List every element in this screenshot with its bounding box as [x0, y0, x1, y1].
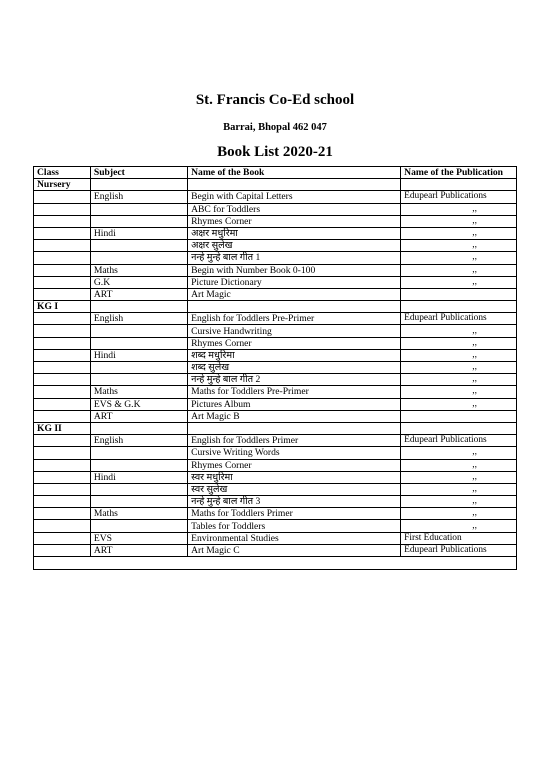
class-cell — [34, 227, 91, 239]
book-title-cell — [188, 301, 401, 313]
table-row — [34, 337, 517, 349]
book-title-cell: शब्द मधुरिमा — [188, 349, 401, 361]
subject-cell — [90, 459, 187, 471]
book-title-cell: Art Magic C — [188, 544, 401, 556]
publication-cell — [401, 288, 517, 300]
book-title-cell: Cursive Writing Words — [188, 447, 401, 459]
table-header-row — [34, 167, 517, 179]
book-title-cell: नन्हे मुन्हे बाल गीत 2 — [188, 374, 401, 386]
publication-cell: ,, — [401, 520, 517, 532]
table-row — [34, 203, 517, 215]
publication-cell: First Education — [401, 532, 517, 544]
publication-cell: ,, — [401, 264, 517, 276]
publication-cell: ,, — [401, 349, 517, 361]
publication-cell: ,, — [401, 215, 517, 227]
table-row — [34, 544, 517, 556]
table-row — [34, 227, 517, 239]
subject-cell: English — [90, 435, 187, 447]
table-row — [34, 264, 517, 276]
subject-cell: Hindi — [90, 349, 187, 361]
table-row — [34, 325, 517, 337]
class-cell — [34, 447, 91, 459]
publication-cell: ,, — [401, 386, 517, 398]
book-list-table — [33, 166, 517, 570]
class-cell — [34, 398, 91, 410]
publication-cell: Edupearl Publications — [401, 544, 517, 556]
subject-cell — [90, 447, 187, 459]
table-row — [34, 422, 517, 434]
class-cell — [34, 544, 91, 556]
book-title-cell: Begin with Capital Letters — [188, 191, 401, 203]
column-header-publication: Name of the Publication — [401, 167, 517, 179]
table-row — [34, 532, 517, 544]
table-row — [34, 276, 517, 288]
class-cell — [34, 386, 91, 398]
school-address: Barrai, Bhopal 462 047 — [223, 122, 327, 133]
book-title-cell: English for Toddlers Pre-Primer — [188, 313, 401, 325]
class-cell — [34, 374, 91, 386]
book-title-cell: नन्हे मुन्हे बाल गीत 1 — [188, 252, 401, 264]
class-cell — [34, 410, 91, 422]
subject-cell: ART — [90, 544, 187, 556]
subject-cell: Hindi — [90, 471, 187, 483]
publication-cell: ,, — [401, 471, 517, 483]
class-cell — [34, 325, 91, 337]
table-row — [34, 435, 517, 447]
publication-cell: ,, — [401, 240, 517, 252]
book-title-cell: English for Toddlers Primer — [188, 435, 401, 447]
table-row — [34, 252, 517, 264]
column-header-class: Class — [34, 167, 91, 179]
book-title-cell: Picture Dictionary — [188, 276, 401, 288]
subject-cell — [90, 362, 187, 374]
subject-cell: EVS — [90, 532, 187, 544]
subject-cell — [90, 179, 187, 191]
publication-cell: ,, — [401, 398, 517, 410]
class-cell — [34, 240, 91, 252]
book-title-cell: Begin with Number Book 0-100 — [188, 264, 401, 276]
subject-cell — [90, 203, 187, 215]
publication-cell — [401, 422, 517, 434]
class-cell — [34, 508, 91, 520]
class-cell — [34, 520, 91, 532]
class-cell — [34, 252, 91, 264]
class-cell — [34, 496, 91, 508]
table-row — [34, 483, 517, 495]
publication-cell: ,, — [401, 483, 517, 495]
book-title-cell: नन्हे मुन्हे बाल गीत 3 — [188, 496, 401, 508]
table-row — [34, 520, 517, 532]
publication-cell: Edupearl Publications — [401, 435, 517, 447]
publication-cell — [401, 410, 517, 422]
table-row — [34, 386, 517, 398]
book-title-cell: Maths for Toddlers Pre-Primer — [188, 386, 401, 398]
book-title-cell — [188, 422, 401, 434]
document-title: Book List 2020-21 — [217, 144, 333, 160]
publication-cell: ,, — [401, 362, 517, 374]
book-title-cell: Rhymes Corner — [188, 459, 401, 471]
class-cell: Nursery — [34, 179, 91, 191]
class-cell: KG I — [34, 301, 91, 313]
subject-cell — [90, 325, 187, 337]
table-row — [34, 410, 517, 422]
book-title-cell: स्वर सुलेख — [188, 483, 401, 495]
book-title-cell: Tables for Toddlers — [188, 520, 401, 532]
table-row — [34, 240, 517, 252]
publication-cell: Edupearl Publications — [401, 313, 517, 325]
class-cell — [34, 215, 91, 227]
subject-cell: G.K — [90, 276, 187, 288]
book-title-cell: Environmental Studies — [188, 532, 401, 544]
table-row — [34, 374, 517, 386]
subject-cell: EVS & G.K — [90, 398, 187, 410]
book-title-cell: अक्षर सुलेख — [188, 240, 401, 252]
table-row — [34, 471, 517, 483]
class-cell — [34, 459, 91, 471]
table-row — [34, 447, 517, 459]
class-cell — [34, 471, 91, 483]
subject-cell — [90, 301, 187, 313]
table-row — [34, 398, 517, 410]
table-row — [34, 301, 517, 313]
class-cell — [34, 191, 91, 203]
table-row — [34, 508, 517, 520]
subject-cell — [90, 337, 187, 349]
column-header-book: Name of the Book — [188, 167, 401, 179]
class-cell — [34, 362, 91, 374]
table-row — [34, 288, 517, 300]
book-title-cell: Maths for Toddlers Primer — [188, 508, 401, 520]
subject-cell — [90, 520, 187, 532]
table-row — [34, 215, 517, 227]
school-name: St. Francis Co-Ed school — [195, 92, 355, 108]
book-title-cell: शब्द सुलेख — [188, 362, 401, 374]
table-row — [34, 191, 517, 203]
class-cell — [34, 264, 91, 276]
book-title-cell: Art Magic B — [188, 410, 401, 422]
subject-cell: Hindi — [90, 227, 187, 239]
subject-cell: ART — [90, 410, 187, 422]
publication-cell: ,, — [401, 496, 517, 508]
subject-cell — [90, 252, 187, 264]
publication-cell: Edupearl Publications — [401, 191, 517, 203]
class-cell: KG II — [34, 422, 91, 434]
book-title-cell: Rhymes Corner — [188, 215, 401, 227]
table-row — [34, 313, 517, 325]
book-title-cell: Rhymes Corner — [188, 337, 401, 349]
publication-cell: ,, — [401, 252, 517, 264]
subject-cell — [90, 483, 187, 495]
subject-cell — [90, 496, 187, 508]
class-cell — [34, 337, 91, 349]
subject-cell — [90, 240, 187, 252]
subject-cell — [90, 215, 187, 227]
publication-cell — [401, 301, 517, 313]
publication-cell: ,, — [401, 508, 517, 520]
book-title-cell — [188, 179, 401, 191]
table-row — [34, 459, 517, 471]
subject-cell: Maths — [90, 264, 187, 276]
publication-cell: ,, — [401, 227, 517, 239]
table-row-empty — [34, 557, 517, 570]
class-cell — [34, 435, 91, 447]
publication-cell: ,, — [401, 325, 517, 337]
table-row — [34, 496, 517, 508]
class-cell — [34, 349, 91, 361]
class-cell — [34, 483, 91, 495]
book-title-cell: स्वर मधुरिमा — [188, 471, 401, 483]
subject-cell: ART — [90, 288, 187, 300]
book-title-cell: Pictures Album — [188, 398, 401, 410]
book-title-cell: अक्षर मधुरिमा — [188, 227, 401, 239]
class-cell — [34, 288, 91, 300]
subject-cell: English — [90, 313, 187, 325]
class-cell — [34, 313, 91, 325]
class-cell — [34, 276, 91, 288]
table-row — [34, 179, 517, 191]
subject-cell: Maths — [90, 386, 187, 398]
publication-cell — [401, 179, 517, 191]
class-cell — [34, 203, 91, 215]
publication-cell: ,, — [401, 337, 517, 349]
book-title-cell: Cursive Handwriting — [188, 325, 401, 337]
empty-cell — [34, 557, 517, 570]
publication-cell: ,, — [401, 276, 517, 288]
table-row — [34, 349, 517, 361]
subject-cell — [90, 422, 187, 434]
table-row — [34, 362, 517, 374]
subject-cell: English — [90, 191, 187, 203]
publication-cell: ,, — [401, 459, 517, 471]
book-title-cell: ABC for Toddlers — [188, 203, 401, 215]
publication-cell: ,, — [401, 203, 517, 215]
class-cell — [34, 532, 91, 544]
book-title-cell: Art Magic — [188, 288, 401, 300]
publication-cell: ,, — [401, 447, 517, 459]
subject-cell — [90, 374, 187, 386]
column-header-subject: Subject — [90, 167, 187, 179]
subject-cell: Maths — [90, 508, 187, 520]
publication-cell: ,, — [401, 374, 517, 386]
